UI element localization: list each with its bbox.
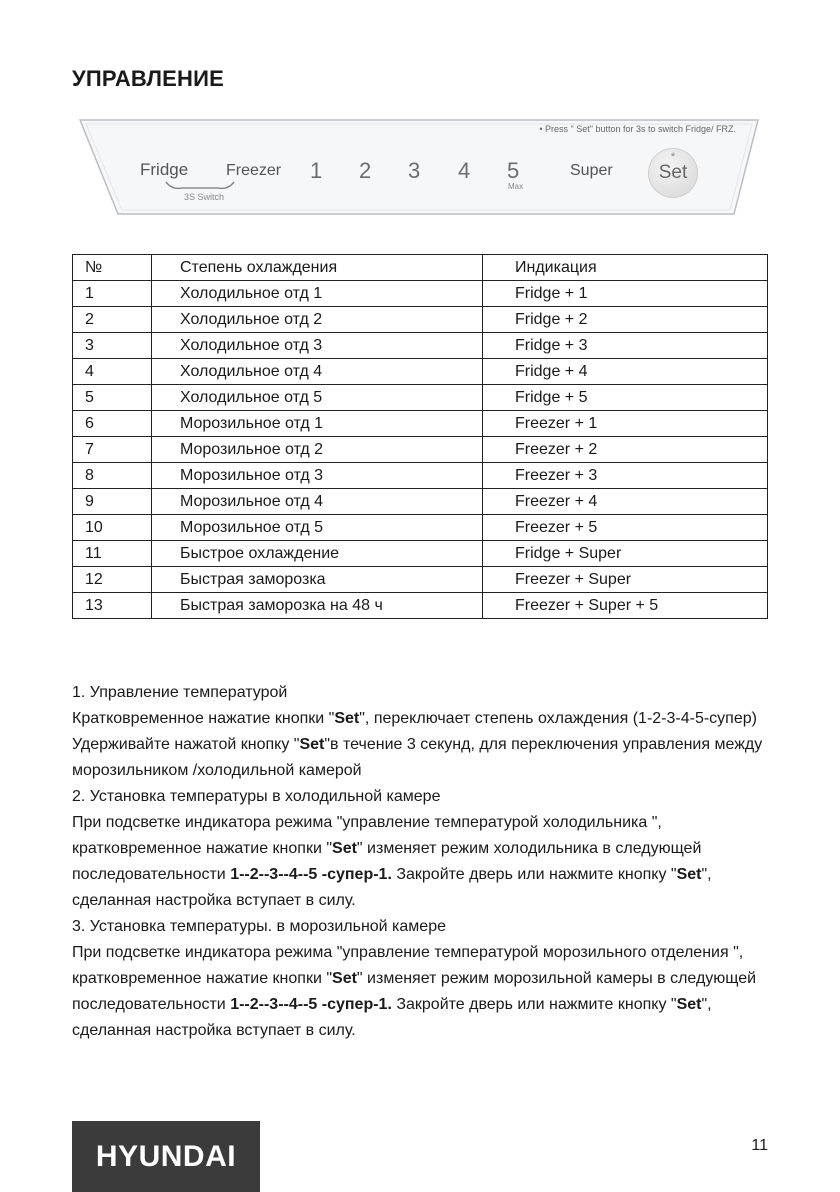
instructions (72, 680, 772, 1044)
row-level: Холодильное отд 1 (152, 281, 483, 307)
section-heading: 2. Установка температуры в холодильной камере (72, 788, 441, 805)
row-level: Быстрое охлаждение (152, 541, 483, 567)
panel-note: • Press " Set" button for 3s to switch Fridge/ FRZ. (539, 124, 736, 134)
switch-label: 3S Switch (184, 192, 225, 202)
row-indication: Freezer + 2 (483, 437, 768, 463)
level-4-indicator: 4 (458, 158, 471, 183)
row-level: Холодильное отд 5 (152, 385, 483, 411)
table-row (73, 541, 768, 567)
row-indication: Freezer + 3 (483, 463, 768, 489)
set-button[interactable] (648, 148, 698, 198)
row-level: Морозильное отд 3 (152, 463, 483, 489)
row-number: 12 (73, 567, 152, 593)
header-level: Степень охлаждения (152, 255, 483, 281)
control-panel-illustration (78, 116, 762, 220)
header-number: № (73, 255, 152, 281)
cooling-modes-table (72, 254, 768, 619)
row-level: Морозильное отд 5 (152, 515, 483, 541)
section-heading: 1. Управление температурой (72, 684, 288, 701)
max-label: Max (508, 182, 524, 191)
table-row (73, 333, 768, 359)
section-text: При подсветке индикатора режима "управление температурой холодильника ", кратковременное нажатие кнопки "Set" изменяет режим холодильника в следующей последовательности 1--2--3--4--5 -супер-1. Закройте дверь или нажмите кнопку "Set", сделанная настройка вступает в силу. (72, 814, 712, 909)
row-indication: Freezer + 5 (483, 515, 768, 541)
table-row (73, 359, 768, 385)
header-indication: Индикация (483, 255, 768, 281)
table-row (73, 515, 768, 541)
row-level: Быстрая заморозка на 48 ч (152, 593, 483, 619)
page-number: 11 (751, 1137, 768, 1154)
table-row (73, 281, 768, 307)
row-indication: Fridge + 5 (483, 385, 768, 411)
table-row (73, 437, 768, 463)
table-row (73, 463, 768, 489)
row-number: 2 (73, 307, 152, 333)
row-indication: Freezer + Super (483, 567, 768, 593)
level-2-indicator: 2 (359, 158, 372, 183)
row-level: Холодильное отд 2 (152, 307, 483, 333)
section-heading: 3. Установка температуры. в морозильной камере (72, 918, 446, 935)
row-indication: Fridge + 3 (483, 333, 768, 359)
row-number: 8 (73, 463, 152, 489)
level-3-indicator: 3 (408, 158, 421, 183)
row-number: 11 (73, 541, 152, 567)
table-header-row (73, 255, 768, 281)
section-text: При подсветке индикатора режима "управление температурой морозильного отделения ", кратковременное нажатие кнопки "Set" изменяет режим морозильной камеры в следующей последовательности 1--2--3--4--5 -супер-1. Закройте дверь или нажмите кнопку "Set", сделанная настройка вступает в силу. (72, 944, 757, 1039)
table-row (73, 567, 768, 593)
table-row (73, 411, 768, 437)
fridge-indicator: Fridge (140, 160, 189, 179)
section-text: Кратковременное нажатие кнопки "Set", переключает степень охлаждения (1-2-3-4-5-супер) (72, 710, 757, 727)
super-indicator: Super (570, 162, 613, 179)
row-number: 9 (73, 489, 152, 515)
freezer-indicator: Freezer (226, 162, 282, 179)
row-indication: Fridge + Super (483, 541, 768, 567)
row-number: 6 (73, 411, 152, 437)
row-level: Холодильное отд 3 (152, 333, 483, 359)
page-title: УПРАВЛЕНИЕ (72, 66, 224, 91)
row-number: 1 (73, 281, 152, 307)
table-row (73, 593, 768, 619)
row-number: 4 (73, 359, 152, 385)
row-indication: Freezer + Super + 5 (483, 593, 768, 619)
row-indication: Freezer + 1 (483, 411, 768, 437)
row-number: 5 (73, 385, 152, 411)
row-level: Морозильное отд 2 (152, 437, 483, 463)
row-number: 3 (73, 333, 152, 359)
row-level: Быстрая заморозка (152, 567, 483, 593)
table-row (73, 307, 768, 333)
row-number: 13 (73, 593, 152, 619)
row-indication: Fridge + 1 (483, 281, 768, 307)
row-level: Морозильное отд 1 (152, 411, 483, 437)
row-indication: Fridge + 2 (483, 307, 768, 333)
table-row (73, 489, 768, 515)
section-text: Удерживайте нажатой кнопку "Set"в течение 3 секунд, для переключения управления между морозильником /холодильной камерой (72, 736, 763, 779)
row-level: Холодильное отд 4 (152, 359, 483, 385)
level-1-indicator: 1 (310, 158, 323, 183)
brand-logo: HYUNDAI (72, 1121, 260, 1192)
set-star-icon: * (670, 151, 676, 163)
table-row (73, 385, 768, 411)
row-indication: Fridge + 4 (483, 359, 768, 385)
row-indication: Freezer + 4 (483, 489, 768, 515)
set-button-label: Set (658, 162, 688, 183)
row-level: Морозильное отд 4 (152, 489, 483, 515)
row-number: 10 (73, 515, 152, 541)
row-number: 7 (73, 437, 152, 463)
level-5-indicator: 5 (507, 158, 520, 183)
